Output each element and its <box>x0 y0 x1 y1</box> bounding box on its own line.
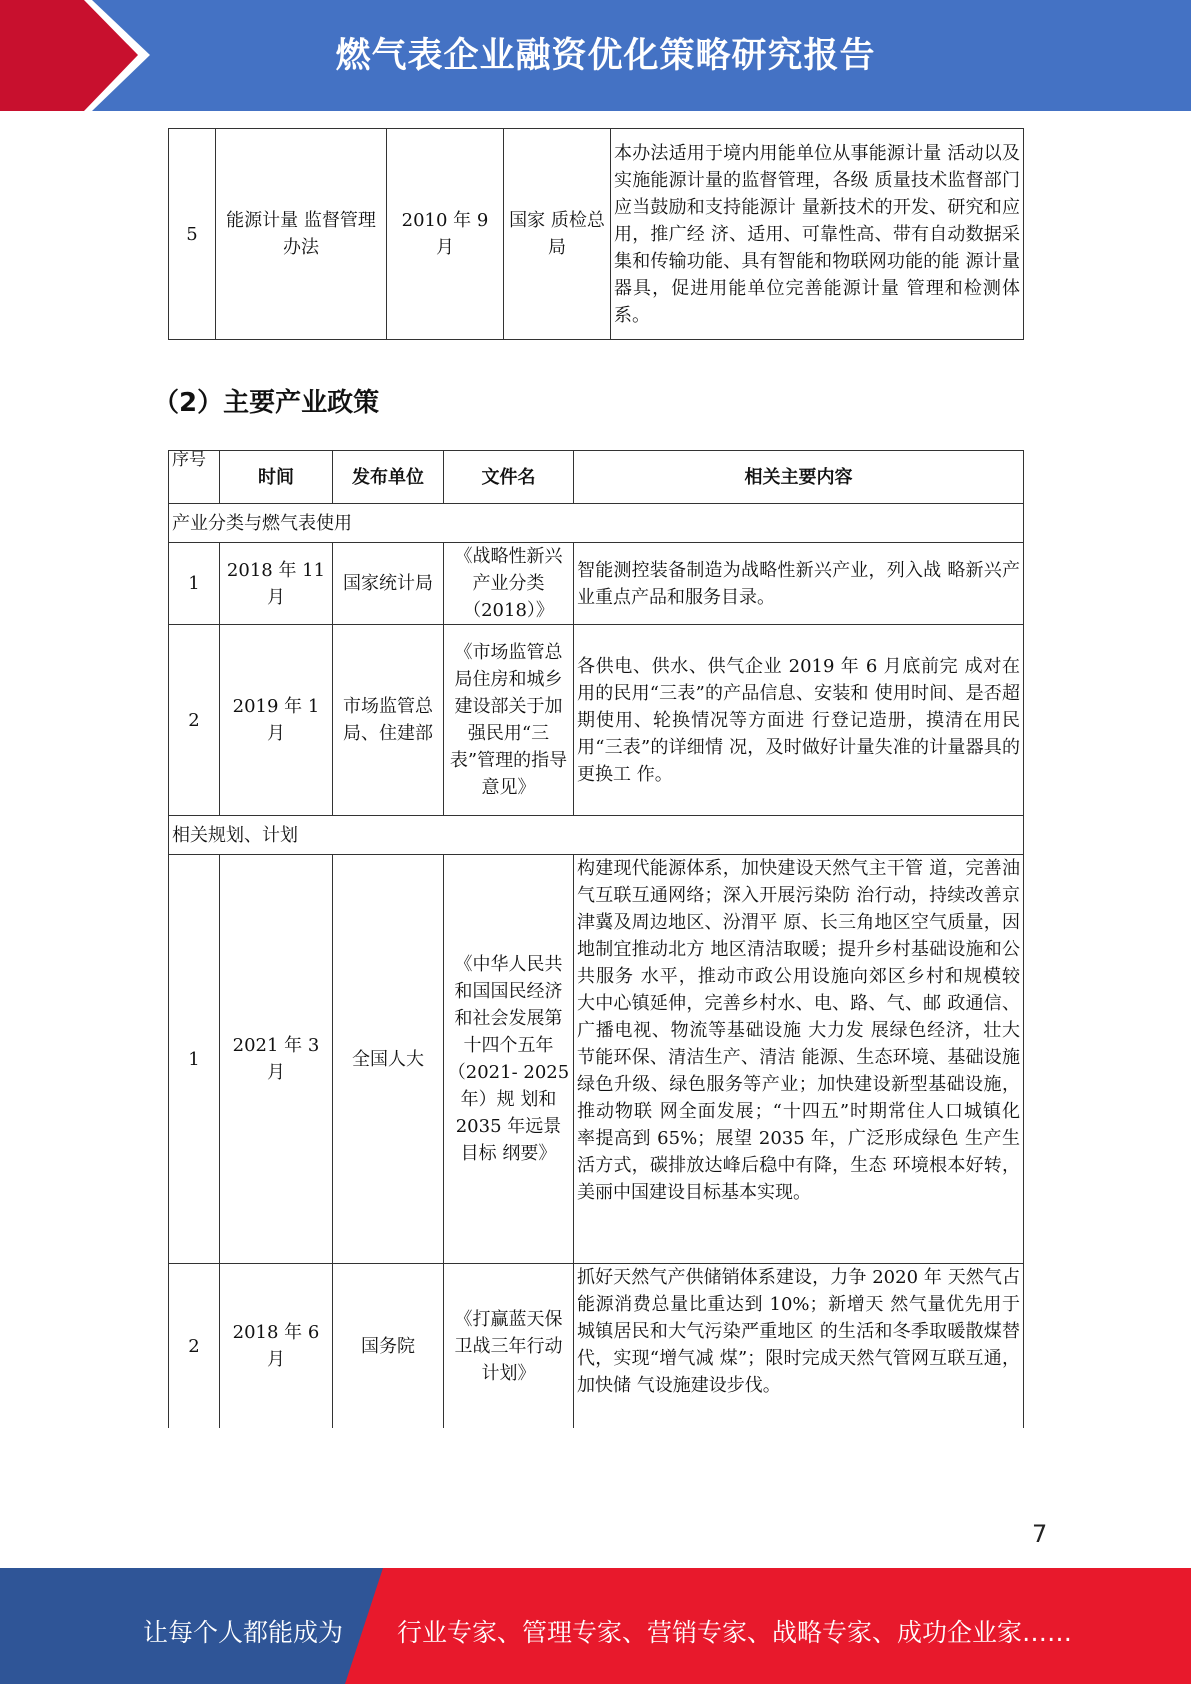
category-row <box>169 816 1024 855</box>
row-content: 各供电、供水、供气企业 2019 年 6 月底前完 成对在用的民用“三表”的产品信息、安装和 使用时间、是否超期使用、轮换情况等方面进 行登记造册，摸清在用民用“三表”的详细情 况，及时做好计量失准的计量器具的更换工 作。 <box>574 625 1024 816</box>
regulation-date: 2010 年 9 月 <box>387 129 504 340</box>
category-label: 相关规划、计划 <box>169 816 1024 855</box>
row-content: 构建现代能源体系，加快建设天然气主干管 道，完善油气互联互通网络；深入开展污染防 治行动，持续改善京津冀及周边地区、汾渭平 原、长三角地区空气质量，因地制宜推动北方 地区清洁取暖；提升乡村基础设施和公共服务 水平，推动市政公用设施向郊区乡村和规模较 大中心镇延伸，完善乡村水、电、路、气、邮 政通信、广播电视、物流等基础设施 大力发 展绿色经济，壮大节能环保、清洁生产、清洁 能源、生态环境、基础设施绿色升级、绿色服务等产业；加快建设新型基础设施，推动物联 网全面发展；“十四五”时期常住人口城镇化 率提高到 65%；展望 2035 年，广泛形成绿色 生产生活方式，碳排放达峰后稳中有降，生态 环境根本好转，美丽中国建设目标基本实现。 <box>574 855 1024 1264</box>
table-row <box>169 625 1024 816</box>
table-row <box>169 543 1024 625</box>
table-row <box>169 129 1024 340</box>
table-header-row <box>169 451 1024 504</box>
page-number: 7 <box>1032 1520 1048 1548</box>
row-content: 智能测控装备制造为战略性新兴产业，列入战 略新兴产业重点产品和服务目录。 <box>574 543 1024 625</box>
regulation-content: 本办法适用于境内用能单位从事能源计量 活动以及实施能源计量的监督管理，各级 质量技术监督部门应当鼓励和支持能源计 量新技术的开发、研究和应用，推广经 济、适用、可靠性高、带有自动数据采集和传输功能、具有智能和物联网功能的能 源计量器具，促进用能单位完善能源计量 管理和检测体系。 <box>611 129 1024 340</box>
row-time: 2018 年 11 月 <box>220 543 333 625</box>
category-label: 产业分类与燃气表使用 <box>169 504 1024 543</box>
row-content: 抓好天然气产供储销体系建设，力争 2020 年 天然气占能源消费总量比重达到 10%；新增天 然气量优先用于城镇居民和大气污染严重地区 的生活和冬季取暖散煤替代，实现“增气减 煤”；限时完成天然气管网互联互通，加快储 气设施建设步伐。 <box>574 1264 1024 1429</box>
category-row <box>169 504 1024 543</box>
regulation-issuer: 国家 质检总局 <box>504 129 611 340</box>
regulation-name: 能源计量 监督管理办法 <box>216 129 387 340</box>
header-seq: 序号 <box>169 451 220 504</box>
footer-banner <box>0 1568 1191 1684</box>
footer-slogan: 让每个人都能成为 <box>143 1618 344 1647</box>
row-time: 2018 年 6 月 <box>220 1264 333 1429</box>
row-issuer: 国务院 <box>333 1264 444 1429</box>
row-issuer: 市场监管总局、住建部 <box>333 625 444 816</box>
section-title: （2）主要产业政策 <box>153 388 380 418</box>
row-doc: 《战略性新兴产业分类（2018）》 <box>444 543 574 625</box>
row-doc: 《打赢蓝天保卫战三年行动计划》 <box>444 1264 574 1429</box>
row-issuer: 国家统计局 <box>333 543 444 625</box>
regulation-table-continuation <box>168 128 1024 340</box>
row-number: 1 <box>169 543 220 625</box>
table-row <box>169 855 1024 1264</box>
row-number: 2 <box>169 1264 220 1429</box>
report-title: 燃气表企业融资优化策略研究报告 <box>335 36 876 76</box>
header-doc: 文件名 <box>444 451 574 504</box>
row-doc: 《市场监管总局住房和城乡建设部关于加强民用“三表”管理的指导意见》 <box>444 625 574 816</box>
header-content: 相关主要内容 <box>574 451 1024 504</box>
row-number: 2 <box>169 625 220 816</box>
row-doc: 《中华人民共和国国民经济和社会发展第十四个五年（2021- 2025 年）规 划和 2035 年远景目标 纲要》 <box>444 855 574 1264</box>
industry-policy-table <box>168 450 1024 1428</box>
row-time: 2021 年 3 月 <box>220 855 333 1264</box>
row-number: 5 <box>169 129 216 340</box>
table-row <box>169 1264 1024 1429</box>
header-issuer: 发布单位 <box>333 451 444 504</box>
header-banner <box>0 0 1191 111</box>
row-time: 2019 年 1 月 <box>220 625 333 816</box>
row-issuer: 全国人大 <box>333 855 444 1264</box>
row-number: 1 <box>169 855 220 1264</box>
header-time: 时间 <box>220 451 333 504</box>
footer-roles: 行业专家、管理专家、营销专家、战略专家、成功企业家…… <box>397 1618 1073 1647</box>
